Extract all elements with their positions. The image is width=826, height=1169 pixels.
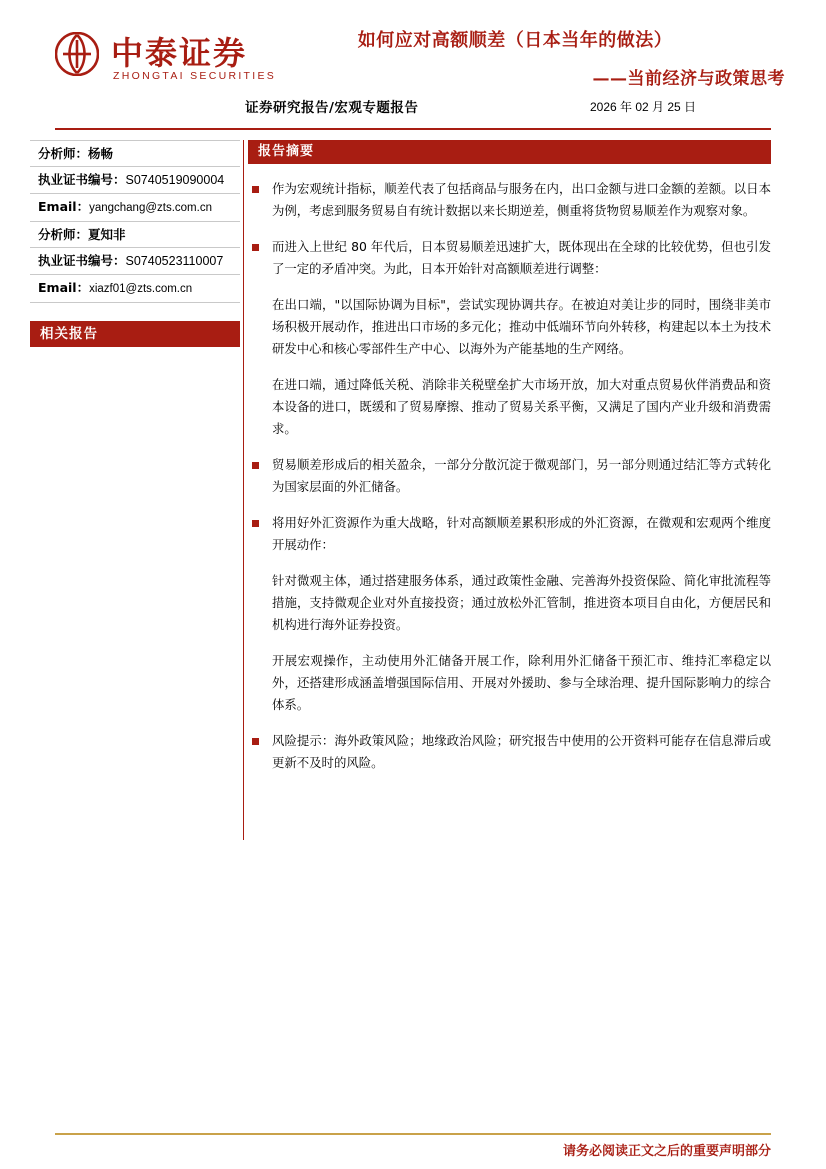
page-subtitle: ——当前经济与政策思考 <box>592 69 785 89</box>
zhongtai-logo-icon <box>55 32 99 76</box>
analyst-row <box>30 167 240 194</box>
page-header <box>0 0 826 130</box>
analyst-email-row[interactable] <box>30 194 240 222</box>
analyst-value: 夏知非 <box>88 227 126 242</box>
summary-bullet <box>248 236 771 280</box>
summary-body <box>248 178 771 774</box>
summary-paragraph: 针对微观主体，通过搭建服务体系，通过政策性金融、完善海外投资保险、简化审批流程等措施，支持微观企业对外直接投资；通过放松外汇管制，推进资本项目自由化，方便居民和机构进行海外证券投资。 <box>272 573 771 632</box>
bullet-square-icon <box>252 186 259 193</box>
analyst-row <box>30 141 240 167</box>
analyst-label: Email： <box>38 280 90 295</box>
main-content <box>248 140 771 788</box>
related-reports-header: 相关报告 <box>30 321 240 347</box>
summary-paragraph: 在进口端，通过降低关税、消除非关税壁垒扩大市场开放，加大对重点贸易伙伴消费品和资本设备的进口，既缓和了贸易摩擦、推动了贸易关系平衡，又满足了国内产业升级和消费需求。 <box>272 377 771 436</box>
analyst-row <box>30 248 240 275</box>
report-date: 2026 年 02 月 25 日 <box>590 100 697 114</box>
analyst-label: 分析师： <box>38 227 89 242</box>
column-divider <box>243 140 244 840</box>
bullet-text: 将用好外汇资源作为重大战略，针对高额顺差累积形成的外汇资源，在微观和宏观两个维度开展动作： <box>272 515 771 552</box>
summary-paragraph: 在出口端，"以国际协调为目标"，尝试实现协调共存。在被迫对美让步的同时，围绕非美市场积极开展动作，推进出口市场的多元化；推动中低端环节向外转移，构建起以本土为技术研发中心和核心零部件生产中心、以海外为产能基地的生产网络。 <box>272 297 771 356</box>
bullet-square-icon <box>252 462 259 469</box>
analyst-value: S0740523110007 <box>125 254 224 268</box>
risk-disclosure-bullet <box>248 730 771 774</box>
summary-paragraph: 开展宏观操作，主动使用外汇储备开展工作，除利用外汇储备干预汇市、维持汇率稳定以外，还搭建形成涵盖增强国际信用、开展对外援助、参与全球治理、提升国际影响力的综合体系。 <box>272 653 771 712</box>
summary-header: 报告摘要 <box>248 140 771 164</box>
analyst-label: 分析师： <box>38 146 89 161</box>
bullet-text: 而进入上世纪 80 年代后，日本贸易顺差迅速扩大，既体现出在全球的比较优势，但也引发了一定的矛盾冲突。为此，日本开始针对高额顺差进行调整： <box>272 239 771 276</box>
bullet-square-icon <box>252 738 259 745</box>
bullet-text: 贸易顺差形成后的相关盈余，一部分分散沉淀于微观部门，另一部分则通过结汇等方式转化为国家层面的外汇储备。 <box>272 457 771 494</box>
analyst-info-box <box>30 140 240 303</box>
bullet-text: 作为宏观统计指标，顺差代表了包括商品与服务在内，出口金额与进口金额的差额。以日本为例，考虑到服务贸易自有统计数据以来长期逆差，侧重将货物贸易顺差作为观察对象。 <box>272 181 771 218</box>
bullet-text: 风险提示：海外政策风险；地缘政治风险；研究报告中使用的公开资料可能存在信息滞后或更新不及时的风险。 <box>272 733 771 770</box>
bullet-square-icon <box>252 244 259 251</box>
footer-divider <box>55 1133 771 1135</box>
bullet-square-icon <box>252 520 259 527</box>
footer-disclaimer: 请务必阅读正文之后的重要声明部分 <box>562 1144 771 1159</box>
summary-bullet <box>248 454 771 498</box>
analyst-row <box>30 222 240 248</box>
report-type-label: 证券研究报告/宏观专题报告 <box>245 100 419 116</box>
summary-bullet <box>248 178 771 222</box>
analyst-label: Email： <box>38 199 90 214</box>
analyst-email-row[interactable] <box>30 275 240 303</box>
logo-text-en: ZHONGTAI SECURITIES <box>113 70 277 82</box>
page-title: 如何应对高额顺差（日本当年的做法） <box>357 30 673 51</box>
analyst-email[interactable]: yangchang@zts.com.cn <box>89 202 212 214</box>
analyst-label: 执业证书编号： <box>38 253 126 268</box>
logo-text-cn: 中泰证券 <box>111 34 248 72</box>
summary-bullet <box>248 512 771 556</box>
analyst-label: 执业证书编号： <box>38 172 126 187</box>
analyst-email[interactable]: xiazf01@zts.com.cn <box>89 283 193 295</box>
sidebar <box>30 140 240 347</box>
analyst-value: S0740519090004 <box>125 173 225 187</box>
analyst-value: 杨畅 <box>88 146 114 161</box>
header-divider <box>55 128 771 130</box>
